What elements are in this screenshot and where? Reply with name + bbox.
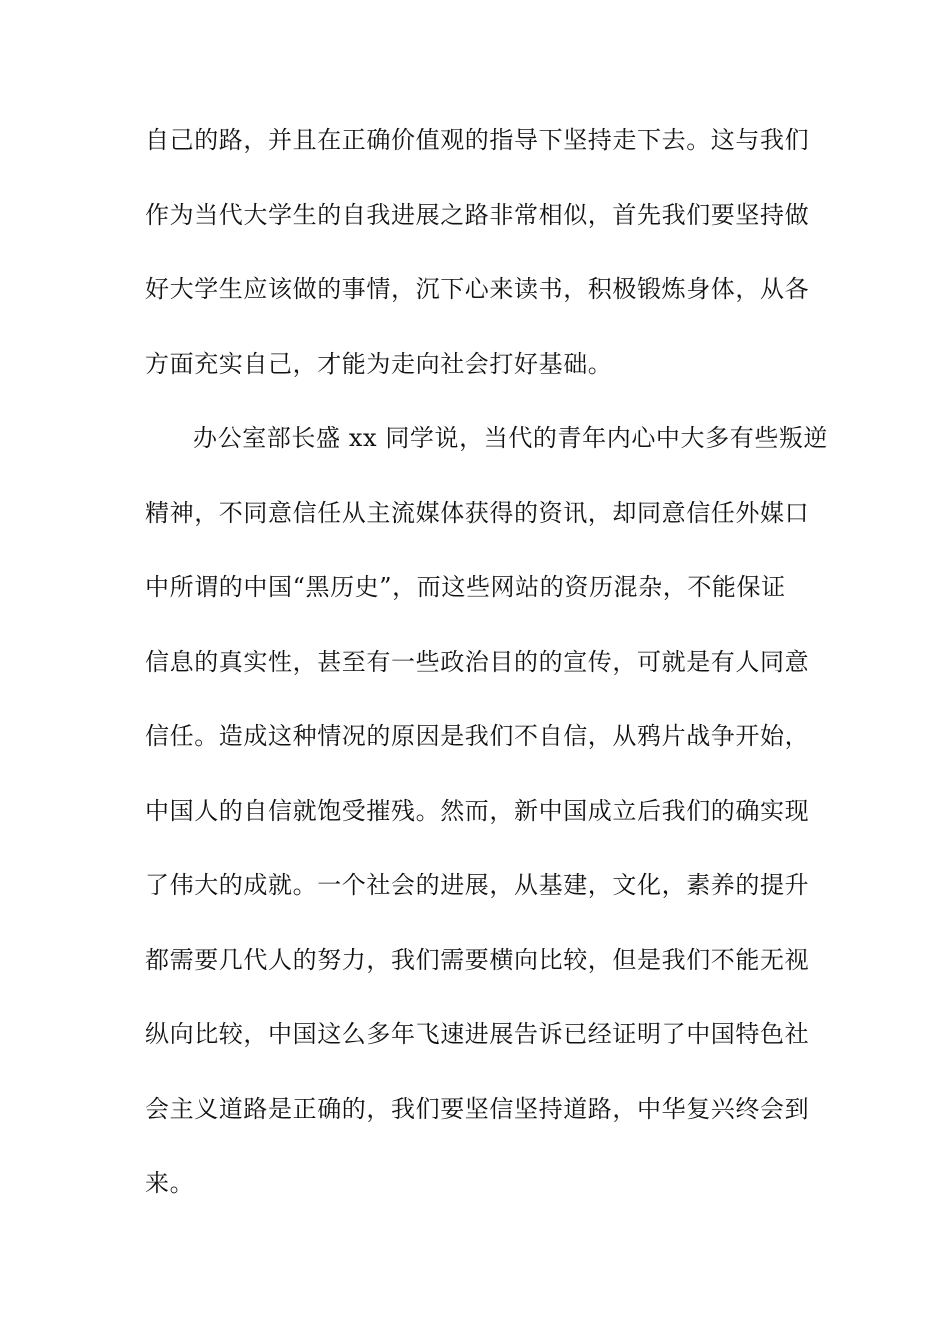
text-line: 信任。造成这种情况的原因是我们不自信，从鸦片战争开始， <box>145 722 810 750</box>
text-line: 纵向比较，中国这么多年飞速进展告诉已经证明了中国特色社 <box>145 1020 810 1048</box>
body-text <box>145 126 829 1246</box>
text-line: 自己的路，并且在正确价值观的指导下坚持走下去。这与我们 <box>145 126 810 154</box>
text-line: 都需要几代人的努力，我们需要横向比较，但是我们不能无视 <box>145 945 810 974</box>
text-line: 中所谓的中国“黑历史”，而这些网站的资历混杂，不能保证 <box>145 573 786 601</box>
paragraph-start-line: 办公室部长盛 xx 同学说，当代的青年内心中大多有些叛逆 <box>193 424 829 452</box>
text-line: 作为当代大学生的自我进展之路非常相似，首先我们要坚持做 <box>145 200 810 229</box>
text-line: 会主义道路是正确的，我们要坚信坚持道路，中华复兴终会到 <box>145 1094 810 1123</box>
text-line: 来。 <box>145 1169 195 1197</box>
text-line: 精神，不同意信任从主流媒体获得的资讯，却同意信任外媒口 <box>145 498 810 527</box>
text-line: 中国人的自信就饱受摧残。然而，新中国成立后我们的确实现 <box>145 796 810 825</box>
text-line: 好大学生应该做的事情，沉下心来读书，积极锻炼身体，从各 <box>145 275 810 303</box>
text-line: 了伟大的成就。一个社会的进展，从基建，文化，素养的提升 <box>145 871 810 899</box>
text-line: 信息的真实性，甚至有一些政治目的的宣传，可就是有人同意 <box>145 647 810 676</box>
text-line: 方面充实自己，才能为走向社会打好基础。 <box>145 349 613 378</box>
